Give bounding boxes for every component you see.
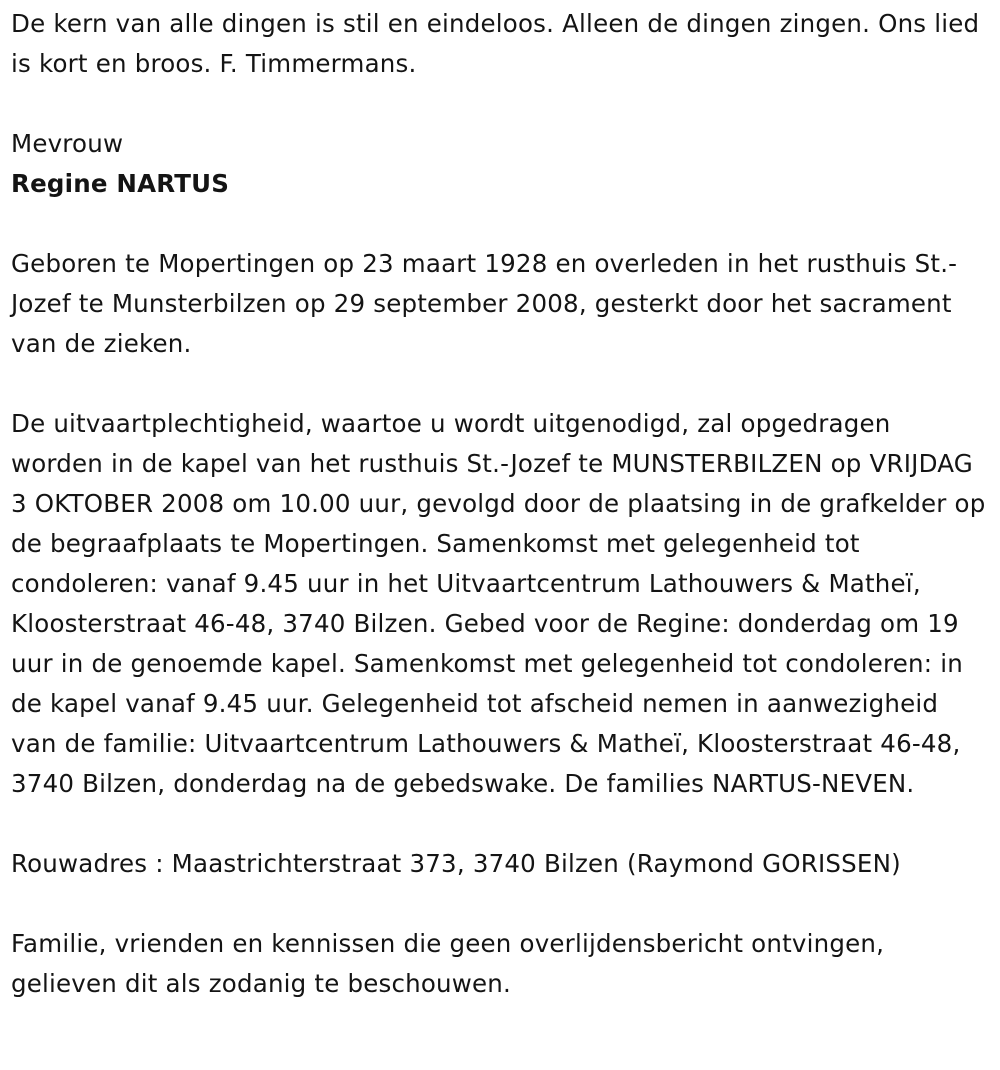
ceremony-paragraph: De uitvaartplechtigheid, waartoe u wordt uitgenodigd, zal opgedragen worden in de kapel van het rusthuis St.-Jozef te MUNSTERBILZEN op VRIJDAG 3 OKTOBER 2008 om 10.00 uur, gevolgd door de plaatsing in de grafkelder op de begraafplaats te Mopertingen. Samenkomst met gelegenheid tot condoleren: vanaf 9.45 uur in het Uitvaartcentrum Lathouwers & Matheï, Kloosterstraat 46-48, 3740 Bilzen. Gebed voor de Regine: donderdag om 19 uur in de genoemde kapel. Samenkomst met gelegenheid tot condoleren: in de kapel vanaf 9.45 uur. Gelegenheid tot afscheid nemen in aanwezigheid van de familie: Uitvaartcentrum Lathouwers & Matheï, Kloosterstraat 46-48, 3740 Bilzen, donderdag na de gebedswake. De families NARTUS-NEVEN. (11, 409, 986, 798)
salutation: Mevrouw (11, 129, 124, 158)
mourning-address: Rouwadres : Maastrichterstraat 373, 3740 Bilzen (Raymond GORISSEN) (11, 849, 901, 878)
quote-paragraph: De kern van alle dingen is stil en eindeloos. Alleen de dingen zingen. Ons lied is kort en broos. F. Timmermans. (11, 9, 980, 78)
obituary-notice (11, 4, 986, 1004)
deceased-name: Regine NARTUS (11, 169, 230, 198)
birth-death-paragraph: Geboren te Mopertingen op 23 maart 1928 en overleden in het rusthuis St.-Jozef te Munsterbilzen op 29 september 2008, gesterkt door het sacrament van de zieken. (11, 249, 958, 358)
closing-note: Familie, vrienden en kennissen die geen overlijdensbericht ontvingen, gelieven dit als zodanig te beschouwen. (11, 929, 885, 998)
